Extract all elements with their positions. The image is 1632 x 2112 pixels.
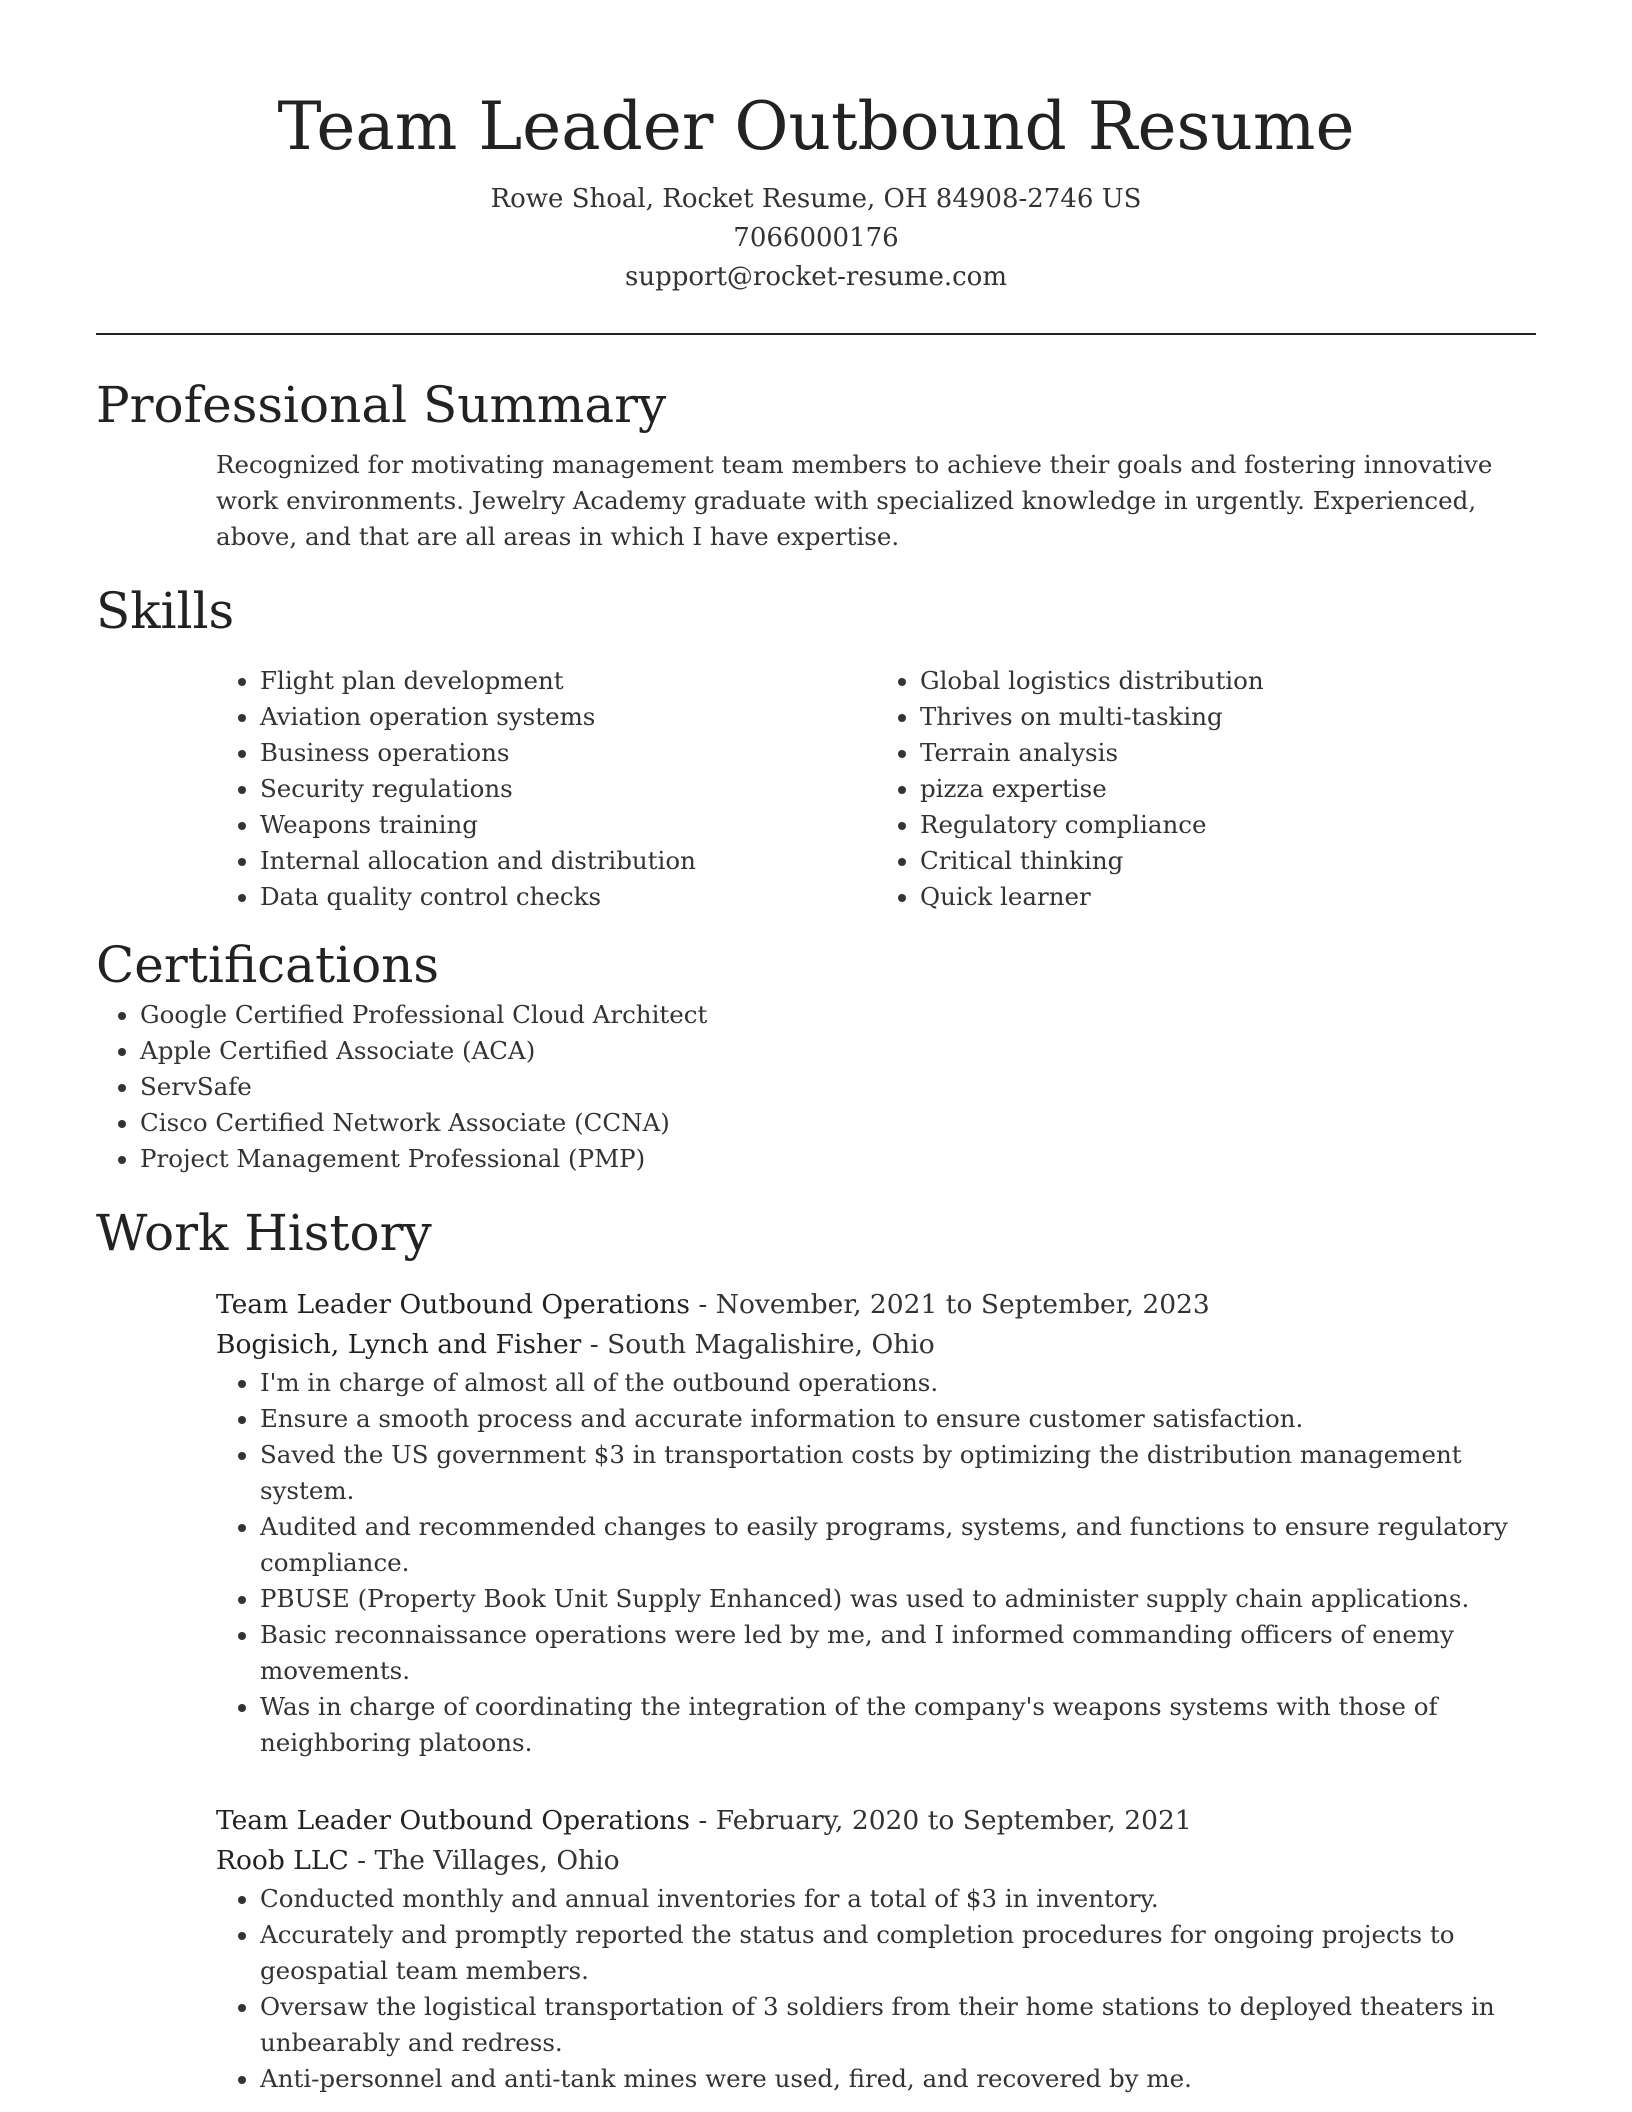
job-separator: - <box>689 1289 716 1320</box>
skill-item: • Weapons training <box>260 807 876 843</box>
job-date-connector: to <box>919 1805 963 1836</box>
job-bullet: • Ensure a smooth process and accurate information to ensure customer satisfaction. <box>260 1401 1536 1437</box>
skill-item: • Business operations <box>260 735 876 771</box>
skill-item: • Critical thinking <box>920 843 1536 879</box>
resume-page <box>96 0 1536 2097</box>
skill-item: • Thrives on multi-tasking <box>920 699 1536 735</box>
jobs-list <box>96 1285 1536 2097</box>
job-entry <box>216 1285 1536 1761</box>
contact-info <box>96 180 1536 297</box>
certification-item: • Apple Certified Associate (ACA) <box>140 1033 1536 1069</box>
contact-phone: 7066000176 <box>733 223 899 253</box>
skill-item: • pizza expertise <box>920 771 1536 807</box>
skill-item: • Global logistics distribution <box>920 663 1536 699</box>
job-start-date: November, 2021 <box>715 1289 938 1320</box>
job-bullet: • Was in charge of coordinating the integration of the company's weapons systems with those of neighboring platoons. <box>260 1689 1536 1761</box>
skill-item: • Security regulations <box>260 771 876 807</box>
job-bullet: • I'm in charge of almost all of the outbound operations. <box>260 1365 1536 1401</box>
job-responsibilities <box>216 1365 1536 1761</box>
work-history-section <box>96 1201 1536 2097</box>
certifications-section <box>96 933 1536 1177</box>
skills-heading: Skills <box>96 582 235 640</box>
certification-item: • Google Certified Professional Cloud Architect <box>140 997 1536 1033</box>
skill-item: • Quick learner <box>920 879 1536 915</box>
certification-item: • ServSafe <box>140 1069 1536 1105</box>
certification-item: • Cisco Certified Network Associate (CCNA) <box>140 1105 1536 1141</box>
job-company: Roob LLC <box>216 1845 349 1876</box>
job-entry <box>216 1801 1536 2097</box>
job-bullet: • PBUSE (Property Book Unit Supply Enhanced) was used to administer supply chain applications. <box>260 1581 1536 1617</box>
job-separator: - <box>348 1845 375 1876</box>
summary-section <box>96 373 1536 555</box>
certifications-list <box>96 997 1536 1177</box>
job-date-connector: to <box>937 1289 981 1320</box>
skills-columns <box>216 663 1536 915</box>
resume-title: Team Leader Outbound Resume <box>277 88 1355 165</box>
job-title: Team Leader Outbound Operations <box>216 1289 690 1320</box>
skill-item: • Data quality control checks <box>260 879 876 915</box>
certifications-heading: Certifications <box>96 936 440 994</box>
skill-item: • Terrain analysis <box>920 735 1536 771</box>
job-end-date: September, 2023 <box>980 1289 1210 1320</box>
job-bullet: • Basic reconnaissance operations were led by me, and I informed commanding officers of enemy movements. <box>260 1617 1536 1689</box>
contact-email: support@rocket-resume.com <box>624 262 1007 292</box>
job-bullet: • Audited and recommended changes to easily programs, systems, and functions to ensure regulatory compliance. <box>260 1509 1536 1581</box>
job-company-line <box>216 1841 1536 1881</box>
skills-list-left <box>216 663 876 915</box>
skills-section <box>96 579 1536 915</box>
job-bullet: • Saved the US government $3 in transportation costs by optimizing the distribution management system. <box>260 1437 1536 1509</box>
job-title-line <box>216 1285 1536 1325</box>
summary-heading: Professional Summary <box>96 376 667 434</box>
skills-list-right <box>876 663 1536 915</box>
job-bullet: • Anti-personnel and anti-tank mines were used, fired, and recovered by me. <box>260 2061 1536 2097</box>
skill-item: • Internal allocation and distribution <box>260 843 876 879</box>
job-location: The Villages, Ohio <box>374 1845 620 1876</box>
job-bullet: • Oversaw the logistical transportation of 3 soldiers from their home stations to deployed theaters in unbearably and redress. <box>260 1989 1536 2061</box>
job-separator: - <box>581 1329 608 1360</box>
skill-item: • Aviation operation systems <box>260 699 876 735</box>
summary-text: Recognized for motivating management team members to achieve their goals and fostering innovative work environments. Jewelry Academy graduate with specialized knowledge in urgently. Experienced, above, and that are all areas in which I have expertise. <box>216 450 1493 551</box>
job-start-date: February, 2020 <box>715 1805 920 1836</box>
job-company-line <box>216 1325 1536 1365</box>
job-bullet: • Conducted monthly and annual inventories for a total of $3 in inventory. <box>260 1881 1536 1917</box>
skill-item: • Regulatory compliance <box>920 807 1536 843</box>
skill-item: • Flight plan development <box>260 663 876 699</box>
job-title: Team Leader Outbound Operations <box>216 1805 690 1836</box>
job-separator: - <box>689 1805 716 1836</box>
job-title-line <box>216 1801 1536 1841</box>
job-bullet: • Accurately and promptly reported the status and completion procedures for ongoing projects to geospatial team members. <box>260 1917 1536 1989</box>
work-history-heading: Work History <box>96 1204 432 1262</box>
job-responsibilities <box>216 1881 1536 2097</box>
job-end-date: September, 2021 <box>962 1805 1192 1836</box>
contact-address: Rowe Shoal, Rocket Resume, OH 84908-2746 US <box>490 184 1142 214</box>
job-location: South Magalishire, Ohio <box>607 1329 935 1360</box>
job-company: Bogisich, Lynch and Fisher <box>216 1329 582 1360</box>
header-divider <box>96 333 1536 335</box>
certification-item: • Project Management Professional (PMP) <box>140 1141 1536 1177</box>
resume-header <box>96 0 1536 297</box>
